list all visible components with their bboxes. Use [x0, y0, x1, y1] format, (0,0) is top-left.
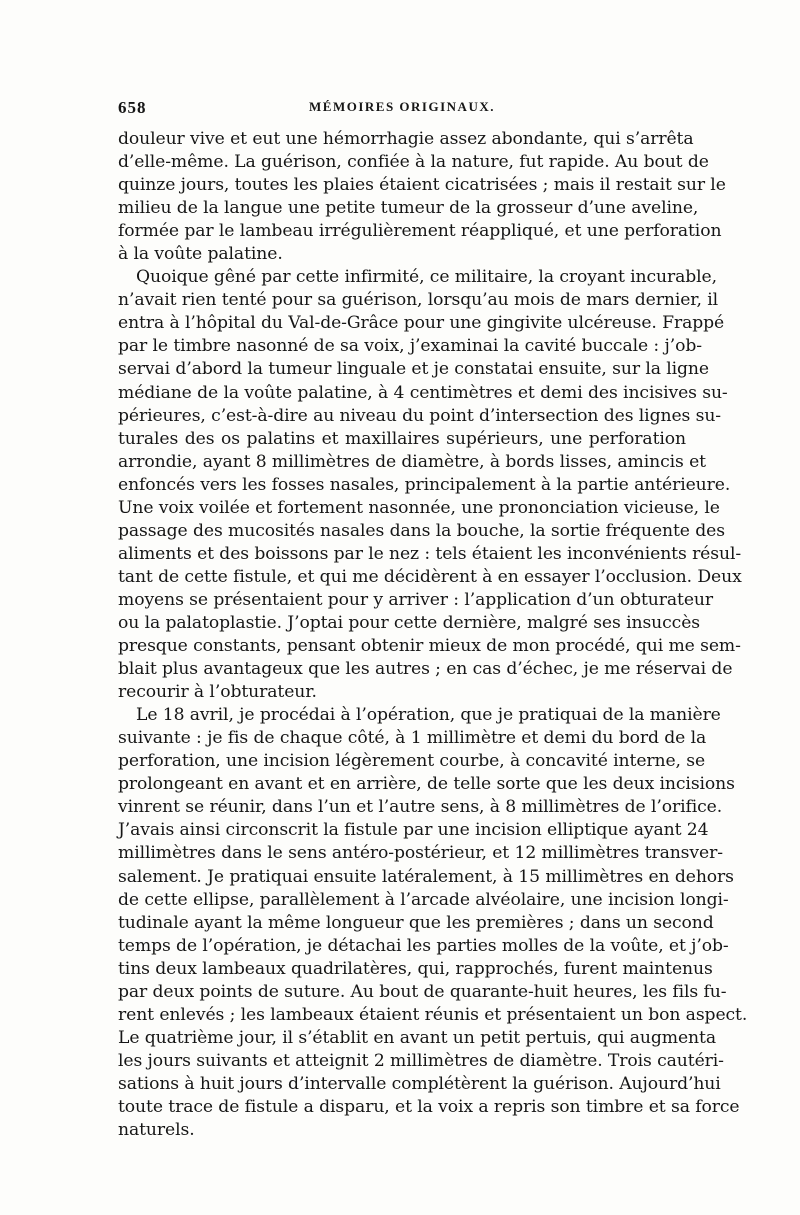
text-line: Quoique gêné par cette infirmité, ce militaire, la croyant incurable,: [136, 267, 717, 288]
text-line: naturels.: [118, 1120, 195, 1141]
text-line: vinrent se réunir, dans l’un et l’autre sens, à 8 millimètres de l’orifice.: [118, 797, 723, 818]
text-line: prolongeant en avant et en arrière, de telle sorte que les deux incisions: [118, 774, 735, 795]
text-line: Une voix voilée et fortement nasonnée, une prononciation vicieuse, le: [118, 497, 720, 518]
text-line: entra à l’hôpital du Val-de-Grâce pour une gingivite ulcéreuse. Frappé: [118, 313, 725, 334]
text-line: par deux points de suture. Au bout de quarante-huit heures, les fils fu-: [118, 981, 727, 1002]
text-line: périeures, c’est-à-dire au niveau du point d’intersection des lignes su-: [118, 405, 721, 426]
book-page: [118, 98, 748, 1142]
text-line: douleur vive et eut une hémorrhagie assez abondante, qui s’arrêta: [118, 129, 694, 149]
text-line: passage des mucosités nasales dans la bouche, la sortie fréquente des: [118, 520, 725, 541]
text-line: à la voûte palatine.: [118, 244, 283, 265]
page-number: 658: [118, 98, 147, 117]
text-line: tant de cette fistule, et qui me décidèrent à en essayer l’occlusion. Deux: [118, 566, 742, 587]
text-line: salement. Je pratiquai ensuite latéralement, à 15 millimètres en dehors: [118, 866, 734, 887]
text-line: enfoncés vers les fosses nasales, principalement à la partie antérieure.: [118, 474, 731, 495]
text-line: J’avais ainsi circonscrit la fistule par une incision elliptique ayant 24: [118, 820, 709, 841]
text-line: presque constants, pensant obtenir mieux de mon procédé, qui me sem-: [118, 636, 741, 657]
text-line: arrondie, ayant 8 millimètres de diamètre, à bords lisses, amincis et: [118, 451, 706, 472]
text-line: les jours suivants et atteignit 2 millimètres de diamètre. Trois cautéri-: [118, 1050, 724, 1071]
text-line: de cette ellipse, parallèlement à l’arcade alvéolaire, une incision longi-: [118, 889, 729, 910]
body-text: [118, 128, 748, 1142]
text-line: formée par le lambeau irrégulièrement réappliqué, et une perforation: [118, 221, 722, 242]
text-line: n’avait rien tenté pour sa guérison, lorsqu’au mois de mars dernier, il: [118, 290, 719, 311]
text-line: Le quatrième jour, il s’établit en avant un petit pertuis, qui augmenta: [118, 1027, 716, 1048]
text-line: moyens se présentaient pour y arriver : l’application d’un obturateur: [118, 589, 713, 610]
text-line: milieu de la langue une petite tumeur de la grosseur d’une aveline,: [118, 198, 699, 219]
text-line: turales des os palatins et maxillaires supérieurs, une perforation: [118, 428, 686, 449]
text-line: aliments et des boissons par le nez : tels étaient les inconvénients résul-: [118, 543, 742, 564]
text-line: millimètres dans le sens antéro-postérieur, et 12 millimètres transver-: [118, 843, 723, 864]
page-header: [118, 98, 686, 128]
text-line: d’elle-même. La guérison, confiée à la nature, fut rapide. Au bout de: [118, 152, 709, 173]
text-line: blait plus avantageux que les autres ; en cas d’échec, je me réservai de: [118, 659, 733, 680]
text-line: servai d’abord la tumeur linguale et je constatai ensuite, sur la ligne: [118, 359, 709, 380]
text-line: suivante : je fis de chaque côté, à 1 millimètre et demi du bord de la: [118, 728, 707, 749]
text-line: médiane de la voûte palatine, à 4 centimètres et demi des incisives su-: [118, 382, 728, 403]
running-head: MÉMOIRES ORIGINAUX.: [309, 99, 495, 114]
text-line: perforation, une incision légèrement courbe, à concavité interne, se: [118, 751, 706, 772]
text-line: sations à huit jours d’intervalle complétèrent la guérison. Aujourd’hui: [118, 1073, 721, 1094]
text-line: quinze jours, toutes les plaies étaient cicatrisées ; mais il restait sur le: [118, 175, 726, 196]
text-line: par le timbre nasonné de sa voix, j’examinai la cavité buccale : j’ob-: [118, 336, 702, 357]
text-line: Le 18 avril, je procédai à l’opération, que je pratiquai de la manière: [136, 705, 721, 726]
text-line: ou la palatoplastie. J’optai pour cette dernière, malgré ses insuccès: [118, 612, 700, 633]
text-line: temps de l’opération, je détachai les parties molles de la voûte, et j’ob-: [118, 935, 729, 956]
text-line: rent enlevés ; les lambeaux étaient réunis et présentaient un bon aspect.: [118, 1004, 748, 1025]
text-line: tins deux lambeaux quadrilatères, qui, rapprochés, furent maintenus: [118, 958, 713, 979]
text-line: tudinale ayant la même longueur que les premières ; dans un second: [118, 912, 714, 933]
text-line: toute trace de fistule a disparu, et la voix a repris son timbre et sa force: [118, 1096, 740, 1117]
text-line: recourir à l’obturateur.: [118, 682, 317, 703]
